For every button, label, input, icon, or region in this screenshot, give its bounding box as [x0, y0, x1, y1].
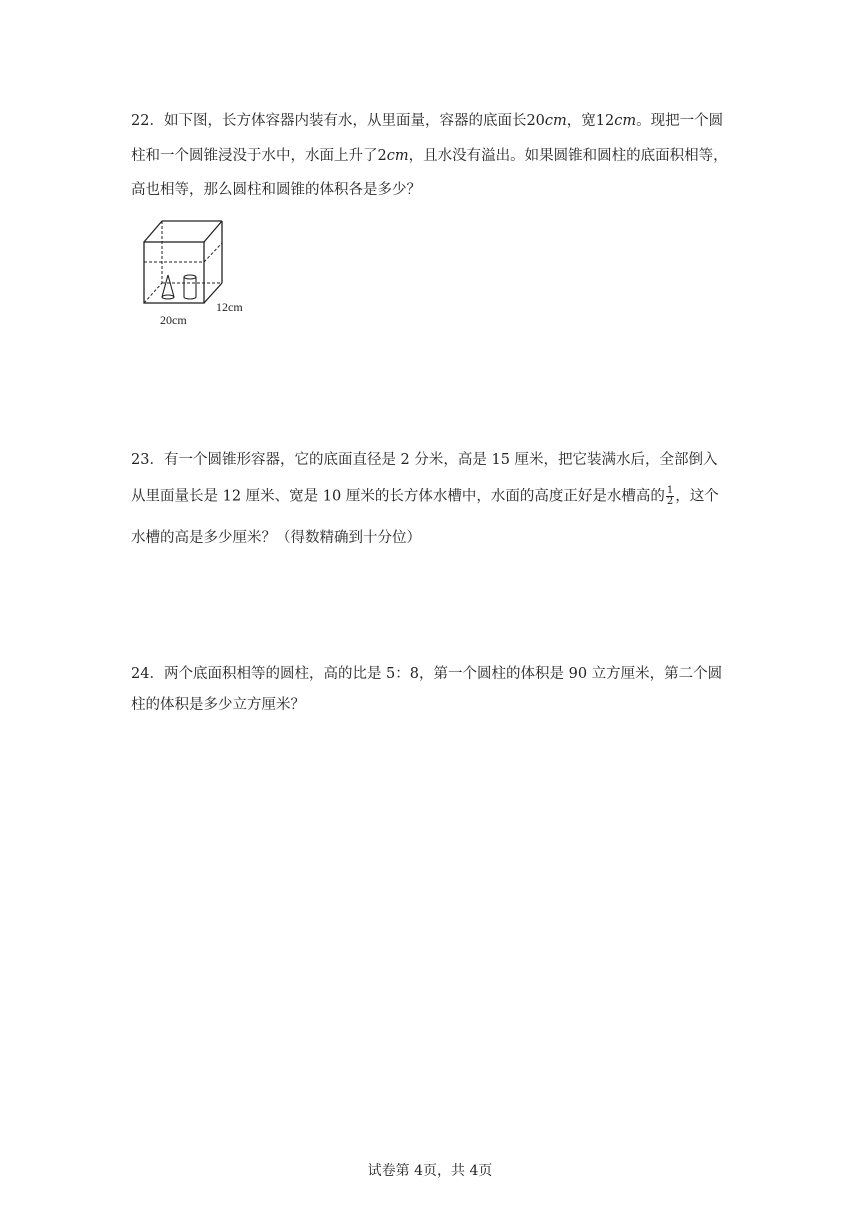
- q22-text: 。现把一个圆: [636, 113, 724, 129]
- q22-text: 22．如下图，长方体容器内装有水，从里面量，容器的底面长: [131, 113, 527, 129]
- q22-text: ，宽: [566, 113, 596, 129]
- q23-line-1: 23．有一个圆锥形容器，它的底面直径是 2 分米，高是 15 厘米，把它装满水后，全部倒入: [131, 452, 718, 468]
- box-hidden-edge: [144, 283, 162, 303]
- water-level-line: [204, 243, 222, 262]
- fraction-one-half: [666, 486, 674, 507]
- fraction-denominator: 2: [666, 496, 674, 507]
- container-figure: [138, 213, 256, 329]
- q22-line-3: 高也相等，那么圆柱和圆锥的体积各是多少？: [131, 182, 421, 198]
- q24-line-2: 柱的体积是多少立方厘米？: [131, 697, 305, 713]
- q22-length-value: 20: [526, 113, 545, 129]
- length-label: 20cm: [160, 313, 187, 327]
- q22-rise-unit: cm: [386, 148, 409, 164]
- q24-line-1: 24．两个底面积相等的圆柱，高的比是 5：8，第一个圆柱的体积是 90 立方厘米，第二个圆: [131, 666, 723, 682]
- q22-line-1: [131, 111, 723, 131]
- cone-shape: [162, 275, 174, 299]
- width-label: 12cm: [216, 300, 243, 314]
- fraction-numerator: 1: [666, 485, 674, 496]
- box-front-face: [144, 242, 204, 303]
- q22-text: ，且水没有溢出。如果圆锥和圆柱的底面积相等，: [408, 148, 728, 164]
- box-edge: [144, 221, 162, 242]
- q23-text: 从里面量长是 12 厘米、宽是 10 厘米的长方体水槽中，水面的高度正好是水槽高的: [131, 488, 665, 505]
- box-edge: [204, 221, 222, 242]
- q22-line-2: [131, 146, 728, 166]
- q22-width-unit: cm: [614, 113, 637, 129]
- q22-width-value: 12: [595, 113, 615, 129]
- q23-line-2: [131, 486, 719, 507]
- q22-rise-value: 2: [377, 148, 387, 164]
- q23-line-3: 水槽的高是多少厘米？（得数精确到十分位）: [131, 530, 421, 546]
- q22-text: 柱和一个圆锥浸没于水中，水面上升了: [131, 148, 378, 164]
- page-footer: 试卷第 4页，共 4页: [367, 1163, 493, 1179]
- q23-text: ，这个: [675, 488, 719, 505]
- cylinder-shape: [184, 275, 196, 299]
- q22-length-unit: cm: [544, 113, 567, 129]
